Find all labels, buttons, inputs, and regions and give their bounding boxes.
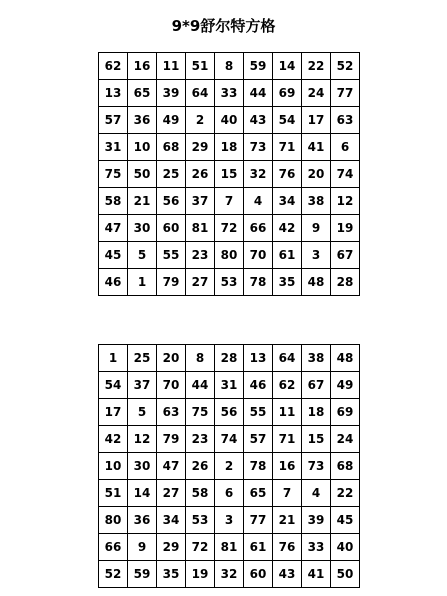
grid-row — [99, 80, 360, 107]
grid-cell: 49 — [157, 107, 186, 134]
grid-cell: 37 — [128, 372, 157, 399]
grid-cell: 65 — [128, 80, 157, 107]
grid-row — [99, 53, 360, 80]
grid-cell: 16 — [273, 453, 302, 480]
grid-cell: 18 — [302, 399, 331, 426]
grid-cell: 25 — [157, 161, 186, 188]
grid-cell: 61 — [273, 242, 302, 269]
grid-cell: 80 — [99, 507, 128, 534]
grid-cell: 23 — [186, 426, 215, 453]
grid-cell: 34 — [273, 188, 302, 215]
schulte-grid-2 — [98, 344, 360, 588]
grid-cell: 12 — [128, 426, 157, 453]
grid-cell: 31 — [215, 372, 244, 399]
grid-cell: 74 — [215, 426, 244, 453]
grid-cell: 5 — [128, 242, 157, 269]
grid-cell: 76 — [273, 534, 302, 561]
grid-cell: 55 — [244, 399, 273, 426]
grid-cell: 29 — [157, 534, 186, 561]
grid-cell: 37 — [186, 188, 215, 215]
grid-cell: 66 — [244, 215, 273, 242]
grid-cell: 33 — [215, 80, 244, 107]
grid-cell: 75 — [186, 399, 215, 426]
grid-cell: 55 — [157, 242, 186, 269]
grid-cell: 44 — [244, 80, 273, 107]
grid-cell: 26 — [186, 161, 215, 188]
grid-cell: 21 — [273, 507, 302, 534]
grid-cell: 81 — [186, 215, 215, 242]
grid-cell: 72 — [186, 534, 215, 561]
grid-cell: 5 — [128, 399, 157, 426]
grid-cell: 53 — [186, 507, 215, 534]
grid-cell: 18 — [215, 134, 244, 161]
grid-cell: 4 — [302, 480, 331, 507]
grid-cell: 74 — [331, 161, 360, 188]
grid-row — [99, 480, 360, 507]
grid-cell: 43 — [273, 561, 302, 588]
grid-cell: 35 — [273, 269, 302, 296]
grid-cell: 10 — [128, 134, 157, 161]
grid-cell: 57 — [244, 426, 273, 453]
grid-cell: 17 — [302, 107, 331, 134]
grid-row — [99, 242, 360, 269]
grid-cell: 60 — [157, 215, 186, 242]
grid-row — [99, 345, 360, 372]
grid-cell: 41 — [302, 561, 331, 588]
grid-cell: 56 — [157, 188, 186, 215]
grid-row — [99, 453, 360, 480]
grid-cell: 39 — [302, 507, 331, 534]
grid-cell: 4 — [244, 188, 273, 215]
grid-cell: 9 — [302, 215, 331, 242]
grid-cell: 8 — [186, 345, 215, 372]
grid-cell: 10 — [99, 453, 128, 480]
schulte-grid-1 — [98, 52, 360, 296]
grid-cell: 67 — [331, 242, 360, 269]
grid-row — [99, 399, 360, 426]
grid-cell: 8 — [215, 53, 244, 80]
grid-cell: 47 — [157, 453, 186, 480]
grid-cell: 66 — [99, 534, 128, 561]
grid-cell: 52 — [331, 53, 360, 80]
grid-row — [99, 372, 360, 399]
grid-cell: 9 — [128, 534, 157, 561]
grid-cell: 48 — [331, 345, 360, 372]
grid-cell: 72 — [215, 215, 244, 242]
grid-cell: 15 — [302, 426, 331, 453]
grid-cell: 62 — [99, 53, 128, 80]
grid-cell: 70 — [244, 242, 273, 269]
grid-row — [99, 134, 360, 161]
grid-cell: 34 — [157, 507, 186, 534]
grid-cell: 42 — [99, 426, 128, 453]
grid-cell: 29 — [186, 134, 215, 161]
grid-cell: 42 — [273, 215, 302, 242]
grid-row — [99, 426, 360, 453]
grid-cell: 79 — [157, 269, 186, 296]
grid-cell: 32 — [215, 561, 244, 588]
grid-cell: 21 — [128, 188, 157, 215]
grid-cell: 68 — [331, 453, 360, 480]
grid-cell: 45 — [331, 507, 360, 534]
grid-cell: 54 — [99, 372, 128, 399]
grid-cell: 45 — [99, 242, 128, 269]
grid-cell: 69 — [273, 80, 302, 107]
grid-cell: 33 — [302, 534, 331, 561]
grid-cell: 20 — [157, 345, 186, 372]
grid-cell: 77 — [244, 507, 273, 534]
grid-cell: 26 — [186, 453, 215, 480]
grid-cell: 49 — [331, 372, 360, 399]
grid-row — [99, 215, 360, 242]
grid-cell: 44 — [186, 372, 215, 399]
grid-cell: 19 — [186, 561, 215, 588]
grid-cell: 3 — [302, 242, 331, 269]
grid-cell: 27 — [186, 269, 215, 296]
grid-cell: 36 — [128, 107, 157, 134]
grid-cell: 28 — [215, 345, 244, 372]
grid-cell: 12 — [331, 188, 360, 215]
grid-cell: 13 — [99, 80, 128, 107]
grid-cell: 40 — [215, 107, 244, 134]
grid-cell: 13 — [244, 345, 273, 372]
grid-cell: 64 — [273, 345, 302, 372]
grid-cell: 16 — [128, 53, 157, 80]
grid-cell: 63 — [157, 399, 186, 426]
grid-cell: 50 — [331, 561, 360, 588]
grid-cell: 43 — [244, 107, 273, 134]
grid-cell: 20 — [302, 161, 331, 188]
grid-cell: 7 — [215, 188, 244, 215]
grid-cell: 46 — [99, 269, 128, 296]
grid-cell: 1 — [128, 269, 157, 296]
grid-cell: 78 — [244, 269, 273, 296]
grid-cell: 22 — [331, 480, 360, 507]
grid-cell: 19 — [331, 215, 360, 242]
grid-row — [99, 188, 360, 215]
grid-cell: 28 — [331, 269, 360, 296]
grid-cell: 6 — [215, 480, 244, 507]
grid-cell: 40 — [331, 534, 360, 561]
grid-cell: 41 — [302, 134, 331, 161]
grid-cell: 14 — [128, 480, 157, 507]
grid-cell: 31 — [99, 134, 128, 161]
grid-cell: 25 — [128, 345, 157, 372]
grid-cell: 59 — [128, 561, 157, 588]
grid-cell: 54 — [273, 107, 302, 134]
grid-cell: 77 — [331, 80, 360, 107]
grid-cell: 62 — [273, 372, 302, 399]
grid-row — [99, 269, 360, 296]
grid-cell: 38 — [302, 345, 331, 372]
grid-cell: 32 — [244, 161, 273, 188]
grid-cell: 71 — [273, 134, 302, 161]
grid-cell: 73 — [302, 453, 331, 480]
grid-cell: 23 — [186, 242, 215, 269]
grid-cell: 38 — [302, 188, 331, 215]
grid-cell: 48 — [302, 269, 331, 296]
grid-cell: 58 — [186, 480, 215, 507]
grid-cell: 22 — [302, 53, 331, 80]
grid-cell: 1 — [99, 345, 128, 372]
grid-cell: 27 — [157, 480, 186, 507]
grid-cell: 15 — [215, 161, 244, 188]
grid-cell: 47 — [99, 215, 128, 242]
grid-cell: 78 — [244, 453, 273, 480]
grid-row — [99, 161, 360, 188]
grid-cell: 36 — [128, 507, 157, 534]
grid-cell: 81 — [215, 534, 244, 561]
grid-cell: 7 — [273, 480, 302, 507]
grid-cell: 53 — [215, 269, 244, 296]
grid-row — [99, 561, 360, 588]
grid-cell: 2 — [186, 107, 215, 134]
grid-cell: 79 — [157, 426, 186, 453]
grid-cell: 14 — [273, 53, 302, 80]
grid-cell: 11 — [273, 399, 302, 426]
grid-cell: 30 — [128, 215, 157, 242]
grid-cell: 63 — [331, 107, 360, 134]
grid-cell: 69 — [331, 399, 360, 426]
grid-cell: 39 — [157, 80, 186, 107]
grid-cell: 17 — [99, 399, 128, 426]
grid-cell: 30 — [128, 453, 157, 480]
grid-cell: 61 — [244, 534, 273, 561]
grid-cell: 50 — [128, 161, 157, 188]
grid-cell: 24 — [331, 426, 360, 453]
grid-cell: 51 — [186, 53, 215, 80]
grid-cell: 76 — [273, 161, 302, 188]
grid-cell: 71 — [273, 426, 302, 453]
page-title: 9*9舒尔特方格 — [171, 17, 276, 35]
grid-cell: 68 — [157, 134, 186, 161]
grid-cell: 58 — [99, 188, 128, 215]
grid-cell: 46 — [244, 372, 273, 399]
grid-cell: 11 — [157, 53, 186, 80]
grid-cell: 80 — [215, 242, 244, 269]
grid-row — [99, 534, 360, 561]
grid-cell: 64 — [186, 80, 215, 107]
grid-cell: 56 — [215, 399, 244, 426]
grid-cell: 3 — [215, 507, 244, 534]
grid-cell: 73 — [244, 134, 273, 161]
grid-cell: 75 — [99, 161, 128, 188]
grid-cell: 60 — [244, 561, 273, 588]
grid-cell: 24 — [302, 80, 331, 107]
grid-cell: 6 — [331, 134, 360, 161]
grid-cell: 2 — [215, 453, 244, 480]
grid-cell: 59 — [244, 53, 273, 80]
grid-cell: 52 — [99, 561, 128, 588]
grid-cell: 67 — [302, 372, 331, 399]
grid-cell: 35 — [157, 561, 186, 588]
grid-cell: 51 — [99, 480, 128, 507]
grid-row — [99, 507, 360, 534]
grid-cell: 70 — [157, 372, 186, 399]
grid-cell: 57 — [99, 107, 128, 134]
grid-row — [99, 107, 360, 134]
grid-cell: 65 — [244, 480, 273, 507]
